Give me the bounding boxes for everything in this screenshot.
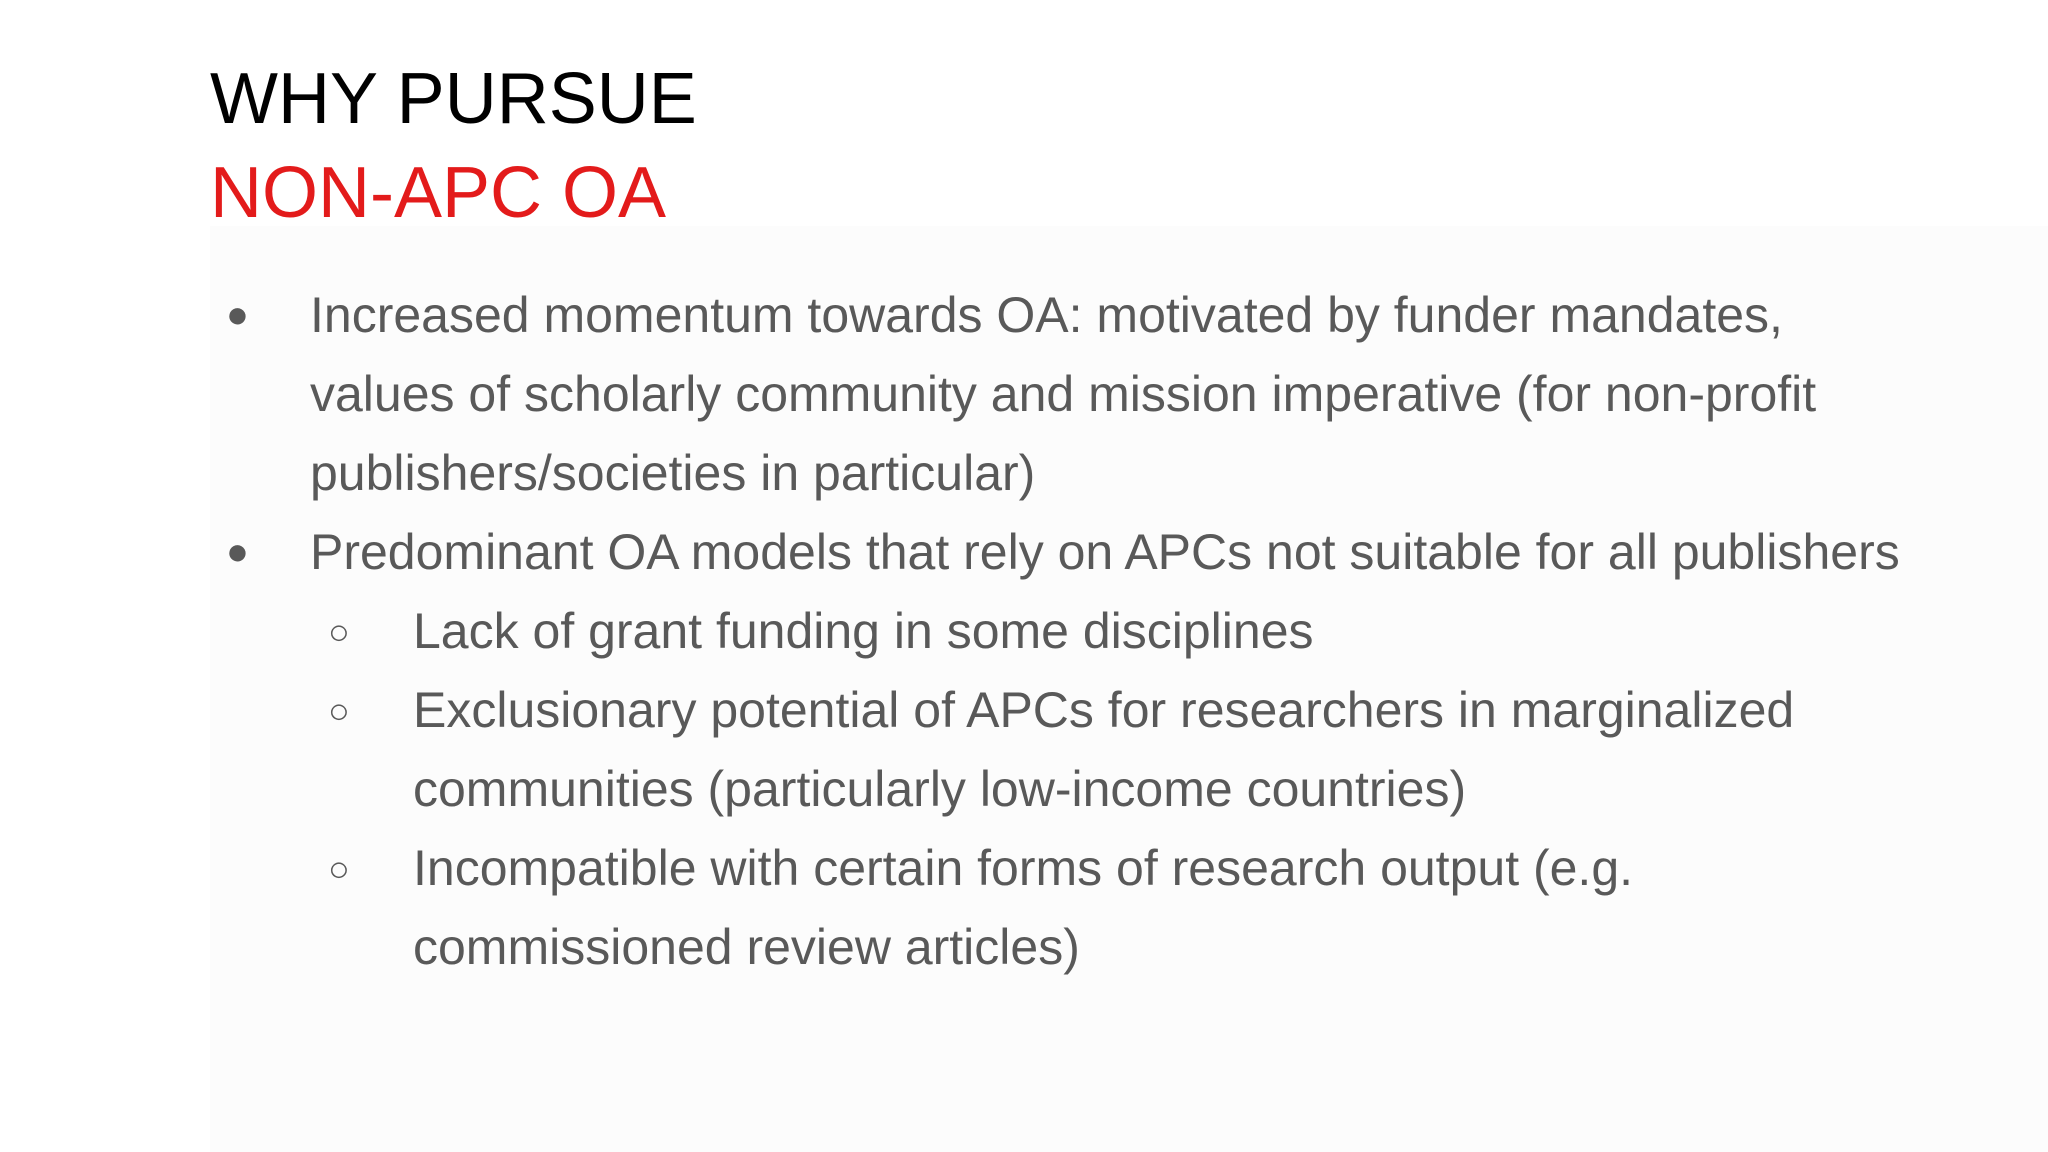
bullet-item: [210, 276, 1910, 513]
hollow-bullet-icon: ○: [328, 611, 350, 652]
bullet-list: [210, 276, 1910, 987]
sub-bullet-item: [210, 671, 1910, 829]
slide-title-line-1: WHY PURSUE: [210, 59, 697, 139]
sub-bullet-item: [210, 592, 1910, 671]
filled-bullet-icon: ●: [226, 294, 249, 336]
sub-bullet-item: [210, 829, 1910, 987]
bullet-item: [210, 513, 1910, 592]
bullet-text: Increased momentum towards OA: motivated by funder mandates, values of scholarly community and mission imperative (for non-profit publishers/societies in particular): [310, 287, 1817, 501]
filled-bullet-icon: ●: [226, 531, 249, 573]
sub-bullet-text: Incompatible with certain forms of research output (e.g. commissioned review articles): [413, 840, 1634, 975]
hollow-bullet-icon: ○: [328, 848, 350, 889]
hollow-bullet-icon: ○: [328, 690, 350, 731]
sub-bullet-text: Exclusionary potential of APCs for researchers in marginalized communities (particularly low-income countries): [413, 682, 1795, 817]
bullet-text: Predominant OA models that rely on APCs not suitable for all publishers: [310, 524, 1900, 580]
slide-title-line-2: NON-APC OA: [210, 153, 667, 233]
sub-bullet-text: Lack of grant funding in some disciplines: [413, 603, 1314, 659]
